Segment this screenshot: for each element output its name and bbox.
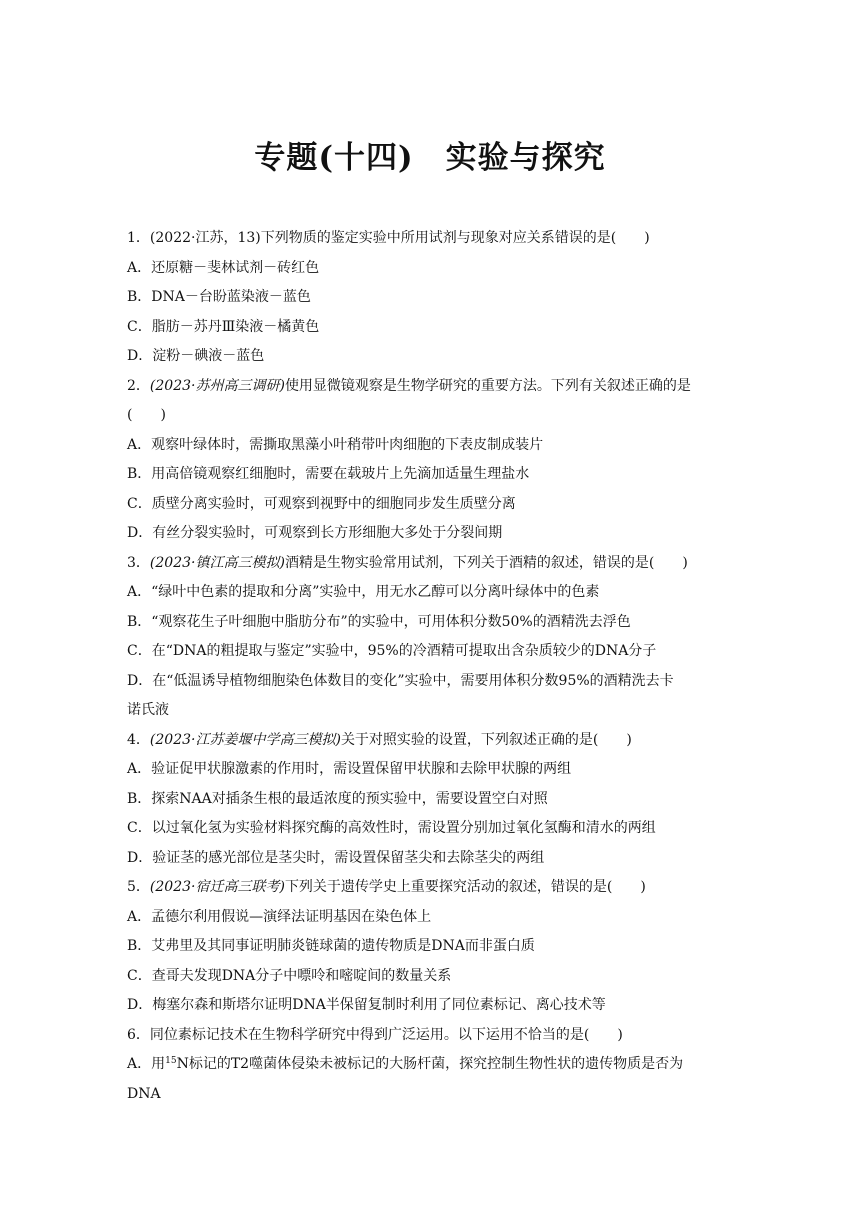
- question-2-stem: [127, 372, 739, 402]
- question-source: (2023·苏州高三调研): [149, 377, 285, 394]
- question-text: 关于对照实验的设置，下列叙述正确的是( ): [340, 731, 632, 748]
- option-b: B．DNA－台盼蓝染液－蓝色: [127, 289, 311, 305]
- question-number: 3．: [127, 554, 150, 571]
- question-text: 下列关于遗传学史上重要探究活动的叙述，错误的是( ): [284, 879, 646, 895]
- option-c: C．以过氧化氢为实验材料探究酶的高效性时，需设置分别加过氧化氢酶和清水的两组: [127, 820, 656, 836]
- question-source: (2023·镇江高三模拟): [149, 554, 285, 571]
- option-d: D．验证茎的感光部位是茎尖时，需设置保留茎尖和去除茎尖的两组: [127, 849, 545, 866]
- option-a: A．观察叶绿体时，需撕取黑藻小叶稍带叶肉细胞的下表皮制成装片: [127, 436, 544, 453]
- question-6-stem: [127, 1021, 739, 1051]
- option-d: D．淀粉－碘液－蓝色: [127, 348, 265, 364]
- page-title: 专题(十四) 实验与探究: [254, 140, 606, 176]
- option-b: B．“观察花生子叶细胞中脂肪分布”的实验中，可用体积分数50%的酒精洗去浮色: [127, 613, 631, 630]
- option-a: A．还原糖－斐林试剂－砖红色: [127, 259, 320, 276]
- question-list: [127, 224, 739, 1109]
- option-c: C．在“DNA的粗提取与鉴定”实验中，95%的冷酒精可提取出含杂质较少的DNA分子: [127, 643, 657, 659]
- isotope-superscript: 15: [165, 1056, 177, 1066]
- option-a: [127, 1050, 739, 1080]
- question-source: (2023·宿迁高三联考): [149, 879, 285, 895]
- option-b: B．艾弗里及其同事证明肺炎链球菌的遗传物质是DNA而非蛋白质: [127, 938, 535, 954]
- option-a-text: N标记的T2噬菌体侵染未被标记的大肠杆菌，探究控制生物性状的遗传物质是否为: [176, 1056, 684, 1072]
- question-1-stem: [127, 224, 739, 254]
- option-d-continued: 诺氏液: [127, 702, 169, 718]
- option-d: D．有丝分裂实验时，可观察到长方形细胞大多处于分裂间期: [127, 525, 503, 541]
- option-c: C．脂肪－苏丹Ⅲ染液－橘黄色: [127, 318, 320, 335]
- option-b: B．探索NAA对插条生根的最适浓度的预实验中，需要设置空白对照: [127, 790, 548, 807]
- option-b: B．用高倍镜观察红细胞时，需要在载玻片上先滴加适量生理盐水: [127, 466, 530, 482]
- option-d: D．梅塞尔森和斯塔尔证明DNA半保留复制时利用了同位素标记、离心技术等: [127, 997, 606, 1013]
- question-text: 下列物质的鉴定实验中所用试剂与现象对应关系错误的是( ): [260, 230, 650, 246]
- question-text: 同位素标记技术在生物科学研究中得到广泛运用。以下运用不恰当的是( ): [149, 1026, 623, 1043]
- question-number: 6．: [127, 1026, 150, 1043]
- option-c: C．查哥夫发现DNA分子中嘌呤和嘧啶间的数量关系: [127, 967, 452, 984]
- question-source: (2022·江苏，13): [149, 230, 261, 246]
- answer-blank: ( ): [127, 407, 166, 423]
- question-5-stem: [127, 873, 739, 903]
- question-4-stem: [127, 726, 739, 756]
- option-a: A．孟德尔利用假说—演绎法证明基因在染色体上: [127, 908, 432, 925]
- option-a: A．验证促甲状腺激素的作用时，需设置保留甲状腺和去除甲状腺的两组: [127, 761, 572, 777]
- question-number: 1．: [127, 230, 150, 246]
- option-a-prefix: A．用: [127, 1056, 166, 1072]
- question-text: 酒精是生物实验常用试剂，下列关于酒精的叙述，错误的是( ): [284, 554, 688, 571]
- question-text: 使用显微镜观察是生物学研究的重要方法。下列有关叙述正确的是: [284, 377, 691, 394]
- question-number: 4．: [127, 731, 150, 748]
- question-number: 2．: [127, 377, 150, 394]
- option-c: C．质壁分离实验时，可观察到视野中的细胞同步发生质壁分离: [127, 495, 516, 512]
- option-d: D．在“低温诱导植物细胞染色体数目的变化”实验中，需要用体积分数95%的酒精洗去卡: [127, 672, 674, 689]
- option-a-continued: DNA: [127, 1085, 161, 1102]
- option-a: A．“绿叶中色素的提取和分离”实验中，用无水乙醇可以分离叶绿体中的色素: [127, 584, 600, 600]
- question-source: (2023·江苏姜堰中学高三模拟): [149, 731, 341, 748]
- question-3-stem: [127, 549, 739, 579]
- question-number: 5．: [127, 879, 150, 895]
